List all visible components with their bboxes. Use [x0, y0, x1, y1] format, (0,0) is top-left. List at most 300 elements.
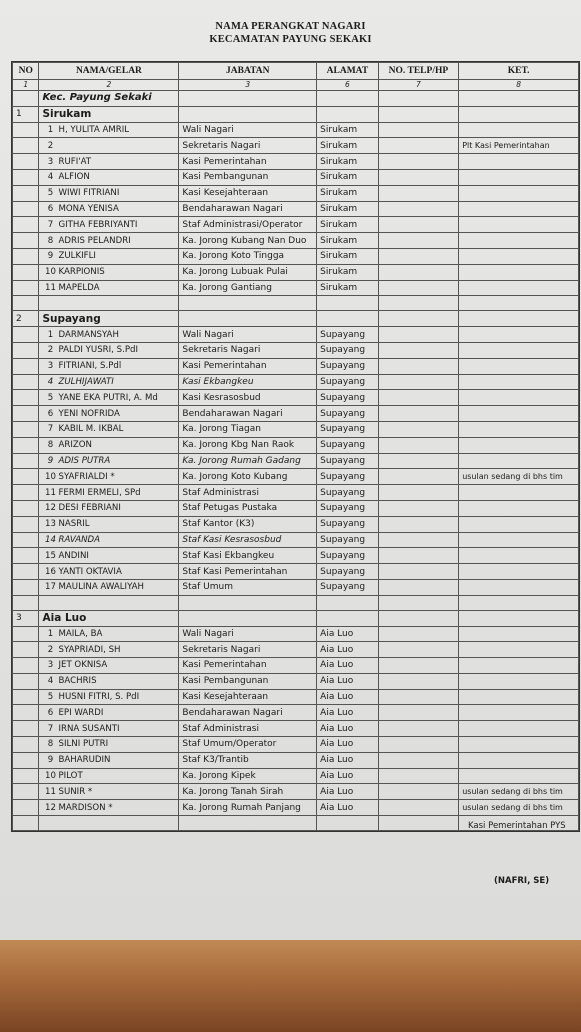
- empty-cell: [317, 296, 378, 311]
- group-name: Supayang: [39, 311, 179, 327]
- table-row: [13, 185, 579, 201]
- position-cell: Bendaharawan Nagari: [179, 201, 317, 217]
- row-number: 8: [47, 739, 54, 750]
- remark-cell: [459, 169, 579, 185]
- official-name: YENI NOFRIDA: [58, 408, 120, 419]
- official-name: RAVANDA: [58, 534, 101, 545]
- colnum-no: 1: [13, 80, 39, 91]
- empty-cell: [13, 816, 39, 831]
- remark-cell: [459, 516, 579, 532]
- phone-cell: [378, 469, 459, 485]
- table-row: [13, 626, 579, 642]
- official-name: YANE EKA PUTRI, A. Md: [58, 392, 158, 403]
- row-blank-no: [13, 579, 39, 595]
- row-number: 10: [45, 267, 56, 278]
- empty-cell: [179, 311, 317, 327]
- phone-cell: [378, 280, 459, 296]
- phone-cell: [378, 784, 459, 800]
- name-cell: [39, 406, 179, 422]
- table-row: [13, 800, 579, 816]
- table-row: [13, 673, 579, 689]
- address-cell: Aia Luo: [317, 752, 378, 768]
- address-cell: Sirukam: [317, 154, 378, 170]
- empty-cell: [459, 595, 579, 610]
- phone-cell: [378, 752, 459, 768]
- row-number: 5: [47, 188, 54, 199]
- remark-cell: [459, 185, 579, 201]
- empty-cell: [378, 91, 459, 107]
- table-row: [13, 217, 579, 233]
- address-cell: Aia Luo: [317, 737, 378, 753]
- empty-cell: [378, 610, 459, 626]
- table-row: [13, 721, 579, 737]
- row-number: 6: [47, 707, 54, 718]
- row-number: 7: [47, 219, 54, 230]
- table-row: [13, 437, 579, 453]
- row-number: 17: [45, 582, 56, 593]
- official-name: GITHA FEBRIYANTI: [58, 219, 138, 230]
- remark-cell: [459, 406, 579, 422]
- remark-cell: [459, 673, 579, 689]
- table-row: [13, 264, 579, 280]
- empty-cell: [459, 91, 579, 107]
- official-name: PALDI YUSRI, S.PdI: [58, 345, 138, 356]
- position-cell: Kasi Pemerintahan: [179, 658, 317, 674]
- row-blank-no: [13, 469, 39, 485]
- row-number: 3: [47, 361, 54, 372]
- name-cell: [39, 217, 179, 233]
- row-blank-no: [13, 185, 39, 201]
- address-cell: Supayang: [317, 390, 378, 406]
- row-number: 11: [45, 786, 56, 797]
- row-number: 1: [47, 329, 54, 340]
- position-cell: Kasi Pembangunan: [179, 169, 317, 185]
- position-cell: Ka. Jorong Rumah Panjang: [179, 800, 317, 816]
- address-cell: Supayang: [317, 406, 378, 422]
- official-name: SYAPRIADI, SH: [58, 644, 121, 655]
- address-cell: Supayang: [317, 342, 378, 358]
- name-cell: [39, 673, 179, 689]
- empty-cell: [317, 91, 378, 107]
- name-cell: [39, 201, 179, 217]
- officials-table-frame: [11, 61, 580, 832]
- nagari-group-row: [13, 311, 579, 327]
- position-cell: Sekretaris Nagari: [179, 342, 317, 358]
- table-row: [13, 248, 579, 264]
- official-name: NASRIL: [58, 519, 90, 530]
- name-cell: [39, 658, 179, 674]
- remark-cell: [459, 154, 579, 170]
- remark-cell: [459, 532, 579, 548]
- phone-cell: [378, 768, 459, 784]
- remark-cell: [459, 374, 579, 390]
- position-cell: Staf Administrasi: [179, 721, 317, 737]
- document-title: [0, 20, 581, 46]
- position-cell: Sekretaris Nagari: [179, 642, 317, 658]
- colnum-ket: 8: [459, 80, 579, 91]
- table-row: [13, 469, 579, 485]
- row-number: 3: [47, 156, 54, 167]
- empty-cell: [459, 106, 579, 122]
- position-cell: Staf Petugas Pustaka: [179, 500, 317, 516]
- remark-cell: [459, 342, 579, 358]
- phone-cell: [378, 154, 459, 170]
- official-name: ADRIS PELANDRI: [58, 235, 131, 246]
- empty-cell: [378, 106, 459, 122]
- address-cell: Supayang: [317, 548, 378, 564]
- remark-cell: [459, 721, 579, 737]
- official-name: JET OKNISA: [58, 660, 108, 671]
- signatory-name: (NAFRI, SE): [494, 876, 550, 886]
- table-row: [13, 752, 579, 768]
- spacer-row: [13, 296, 579, 311]
- table-row: [13, 374, 579, 390]
- row-number: 7: [47, 424, 54, 435]
- phone-cell: [378, 248, 459, 264]
- group-number: 1: [13, 106, 39, 122]
- position-cell: Ka. Jorong Kubang Nan Duo: [179, 233, 317, 249]
- position-cell: Ka. Jorong Kipek: [179, 768, 317, 784]
- signatory-title: Kasi Pemerintahan PYS: [468, 821, 566, 831]
- position-cell: Kasi Kesrasosbud: [179, 390, 317, 406]
- address-cell: Aia Luo: [317, 689, 378, 705]
- phone-cell: [378, 264, 459, 280]
- row-blank-no: [13, 548, 39, 564]
- position-cell: Sekretaris Nagari: [179, 138, 317, 154]
- table-row: [13, 358, 579, 374]
- row-blank-no: [13, 358, 39, 374]
- row-number: 16: [45, 566, 56, 577]
- official-name: DESI FEBRIANI: [58, 503, 121, 514]
- name-cell: [39, 327, 179, 343]
- empty-cell: [459, 610, 579, 626]
- official-name: PILOT: [58, 771, 83, 782]
- row-blank-no: [13, 327, 39, 343]
- row-blank-no: [13, 342, 39, 358]
- header-no: NO: [13, 63, 39, 80]
- colnum-jabatan: 3: [179, 80, 317, 91]
- row-number: 6: [47, 203, 54, 214]
- row-blank-no: [13, 248, 39, 264]
- name-cell: [39, 768, 179, 784]
- table-row: [13, 500, 579, 516]
- official-name: H, YULITA AMRIL: [58, 124, 130, 135]
- table-row: [13, 233, 579, 249]
- position-cell: Ka. Jorong Tiagan: [179, 421, 317, 437]
- phone-cell: [378, 138, 459, 154]
- remark-cell: [459, 390, 579, 406]
- name-cell: [39, 784, 179, 800]
- table-body: [13, 91, 579, 831]
- empty-cell: [317, 311, 378, 327]
- position-cell: Staf Umum: [179, 579, 317, 595]
- empty-cell: [317, 106, 378, 122]
- row-number: 11: [45, 487, 56, 498]
- row-number: 11: [45, 282, 56, 293]
- row-number: 12: [45, 503, 56, 514]
- row-blank-no: [13, 485, 39, 501]
- phone-cell: [378, 658, 459, 674]
- empty-cell: [317, 610, 378, 626]
- name-cell: [39, 280, 179, 296]
- position-cell: Kasi Kesejahteraan: [179, 689, 317, 705]
- phone-cell: [378, 705, 459, 721]
- empty-cell: [378, 595, 459, 610]
- table-row: [13, 421, 579, 437]
- address-cell: Sirukam: [317, 122, 378, 138]
- phone-cell: [378, 673, 459, 689]
- position-cell: Staf Kantor (K3): [179, 516, 317, 532]
- row-blank-no: [13, 721, 39, 737]
- phone-cell: [378, 737, 459, 753]
- address-cell: Supayang: [317, 374, 378, 390]
- empty-cell: [378, 296, 459, 311]
- row-number: 9: [47, 755, 54, 766]
- name-cell: [39, 169, 179, 185]
- table-row: [13, 784, 579, 800]
- position-cell: Kasi Kesejahteraan: [179, 185, 317, 201]
- remark-cell: [459, 201, 579, 217]
- phone-cell: [378, 721, 459, 737]
- table-row: [13, 516, 579, 532]
- remark-cell: [459, 217, 579, 233]
- empty-cell: [378, 311, 459, 327]
- name-cell: [39, 233, 179, 249]
- row-number: 2: [47, 140, 54, 151]
- row-blank-no: [13, 752, 39, 768]
- row-blank-no: [13, 564, 39, 580]
- official-name: BACHRIS: [58, 676, 97, 687]
- row-blank-no: [13, 390, 39, 406]
- row-number: 1: [47, 124, 54, 135]
- empty-cell: [179, 816, 317, 831]
- position-cell: Bendaharawan Nagari: [179, 705, 317, 721]
- remark-cell: usulan sedang di bhs tim: [459, 469, 579, 485]
- row-number: 5: [47, 392, 54, 403]
- phone-cell: [378, 579, 459, 595]
- spacer-row: [13, 595, 579, 610]
- official-name: MAULINA AWALIYAH: [58, 582, 144, 593]
- phone-cell: [378, 342, 459, 358]
- name-cell: [39, 437, 179, 453]
- table-row: [13, 658, 579, 674]
- row-blank-no: [13, 800, 39, 816]
- row-blank-no: [13, 217, 39, 233]
- address-cell: Aia Luo: [317, 784, 378, 800]
- remark-cell: [459, 658, 579, 674]
- phone-cell: [378, 201, 459, 217]
- table-row: [13, 548, 579, 564]
- phone-cell: [378, 437, 459, 453]
- position-cell: Ka. Jorong Koto Tingga: [179, 248, 317, 264]
- row-blank-no: [13, 154, 39, 170]
- phone-cell: [378, 532, 459, 548]
- official-name: WIWI FITRIANI: [58, 188, 120, 199]
- remark-cell: [459, 122, 579, 138]
- address-cell: Supayang: [317, 469, 378, 485]
- row-blank-no: [13, 453, 39, 469]
- empty-cell: [13, 296, 39, 311]
- address-cell: Aia Luo: [317, 705, 378, 721]
- official-name: MONA YENISA: [58, 203, 119, 214]
- row-number: 10: [45, 471, 56, 482]
- position-cell: Wali Nagari: [179, 327, 317, 343]
- address-cell: Sirukam: [317, 233, 378, 249]
- remark-cell: [459, 768, 579, 784]
- kecamatan-no-cell: [13, 91, 39, 107]
- name-cell: [39, 689, 179, 705]
- table-row: [13, 532, 579, 548]
- address-cell: Aia Luo: [317, 768, 378, 784]
- table-row: [13, 122, 579, 138]
- name-cell: [39, 800, 179, 816]
- official-name: FERMI ERMELI, SPd: [58, 487, 141, 498]
- official-name: ZULKIFLI: [58, 251, 96, 262]
- name-cell: [39, 485, 179, 501]
- phone-cell: [378, 327, 459, 343]
- official-name: MAPELDA: [58, 282, 100, 293]
- remark-cell: [459, 453, 579, 469]
- empty-cell: [378, 816, 459, 831]
- official-name: KARPIONIS: [58, 267, 105, 278]
- row-number: 13: [45, 519, 56, 530]
- empty-cell: [179, 610, 317, 626]
- row-blank-no: [13, 626, 39, 642]
- address-cell: Supayang: [317, 500, 378, 516]
- address-cell: Supayang: [317, 453, 378, 469]
- official-name: DARMANSYAH: [58, 329, 119, 340]
- official-name: SILNI PUTRI: [58, 739, 109, 750]
- table-row: [13, 579, 579, 595]
- row-number: 7: [47, 723, 54, 734]
- name-cell: [39, 548, 179, 564]
- desk-background: [0, 940, 581, 1032]
- table-row: [13, 705, 579, 721]
- group-name: Aia Luo: [39, 610, 179, 626]
- remark-cell: [459, 358, 579, 374]
- address-cell: Supayang: [317, 421, 378, 437]
- position-cell: Staf Administrasi: [179, 485, 317, 501]
- colnum-telp: 7: [378, 80, 459, 91]
- row-number: 4: [47, 172, 54, 183]
- position-cell: Wali Nagari: [179, 626, 317, 642]
- remark-cell: [459, 705, 579, 721]
- address-cell: Aia Luo: [317, 800, 378, 816]
- row-blank-no: [13, 532, 39, 548]
- official-name: SYAFRIALDI *: [58, 471, 115, 482]
- remark-cell: [459, 548, 579, 564]
- address-cell: Supayang: [317, 437, 378, 453]
- header-telp: NO. TELP/HP: [378, 63, 459, 80]
- row-blank-no: [13, 437, 39, 453]
- row-blank-no: [13, 658, 39, 674]
- header-jabatan: JABATAN: [179, 63, 317, 80]
- phone-cell: [378, 485, 459, 501]
- address-cell: Supayang: [317, 516, 378, 532]
- address-cell: Sirukam: [317, 185, 378, 201]
- official-name: KABIL M. IKBAL: [58, 424, 124, 435]
- empty-cell: [39, 296, 179, 311]
- position-cell: Staf K3/Trantib: [179, 752, 317, 768]
- table-row: [13, 201, 579, 217]
- position-cell: Staf Umum/Operator: [179, 737, 317, 753]
- remark-cell: [459, 752, 579, 768]
- phone-cell: [378, 689, 459, 705]
- remark-cell: [459, 737, 579, 753]
- row-number: 8: [47, 235, 54, 246]
- empty-cell: [39, 816, 179, 831]
- row-number: 12: [45, 802, 56, 813]
- position-cell: Staf Kasi Pemerintahan: [179, 564, 317, 580]
- name-cell: [39, 390, 179, 406]
- official-name: ARIZON: [58, 440, 92, 451]
- official-name: FITRIANI, S.Pdl: [58, 361, 122, 372]
- position-cell: Kasi Ekbangkeu: [179, 374, 317, 390]
- remark-cell: [459, 280, 579, 296]
- phone-cell: [378, 453, 459, 469]
- phone-cell: [378, 421, 459, 437]
- remark-cell: [459, 500, 579, 516]
- row-blank-no: [13, 768, 39, 784]
- phone-cell: [378, 800, 459, 816]
- row-blank-no: [13, 500, 39, 516]
- row-number: 15: [45, 550, 56, 561]
- empty-cell: [179, 296, 317, 311]
- remark-cell: Plt Kasi Pemerintahan: [459, 138, 579, 154]
- colnum-alamat: 6: [317, 80, 378, 91]
- name-cell: [39, 248, 179, 264]
- row-number: 14: [45, 534, 56, 545]
- row-blank-no: [13, 784, 39, 800]
- row-number: 10: [45, 771, 56, 782]
- official-name: SUNIR *: [58, 786, 93, 797]
- header-alamat: ALAMAT: [317, 63, 378, 80]
- address-cell: Sirukam: [317, 169, 378, 185]
- official-name: YANTI OKTAVIA: [58, 566, 122, 577]
- phone-cell: [378, 217, 459, 233]
- row-number: 9: [47, 251, 54, 262]
- address-cell: Sirukam: [317, 248, 378, 264]
- position-cell: Kasi Pembangunan: [179, 673, 317, 689]
- row-blank-no: [13, 516, 39, 532]
- empty-cell: [179, 595, 317, 610]
- empty-cell: [317, 816, 378, 831]
- group-number: 3: [13, 610, 39, 626]
- name-cell: [39, 154, 179, 170]
- address-cell: Supayang: [317, 579, 378, 595]
- position-cell: Kasi Pemerintahan: [179, 358, 317, 374]
- remark-cell: [459, 626, 579, 642]
- address-cell: Sirukam: [317, 264, 378, 280]
- table-row: [13, 169, 579, 185]
- name-cell: [39, 752, 179, 768]
- row-blank-no: [13, 138, 39, 154]
- official-name: MARDISON *: [58, 802, 113, 813]
- nagari-group-row: [13, 610, 579, 626]
- group-number: 2: [13, 311, 39, 327]
- official-name: ZULHIJAWATI: [58, 376, 114, 387]
- official-name: HUSNI FITRI, S. PdI: [58, 692, 140, 703]
- row-number: 2: [47, 345, 54, 356]
- official-name: ANDINI: [58, 550, 89, 561]
- phone-cell: [378, 406, 459, 422]
- phone-cell: [378, 185, 459, 201]
- table-row: [13, 689, 579, 705]
- position-cell: Bendaharawan Nagari: [179, 406, 317, 422]
- remark-cell: [459, 689, 579, 705]
- name-cell: [39, 185, 179, 201]
- row-blank-no: [13, 233, 39, 249]
